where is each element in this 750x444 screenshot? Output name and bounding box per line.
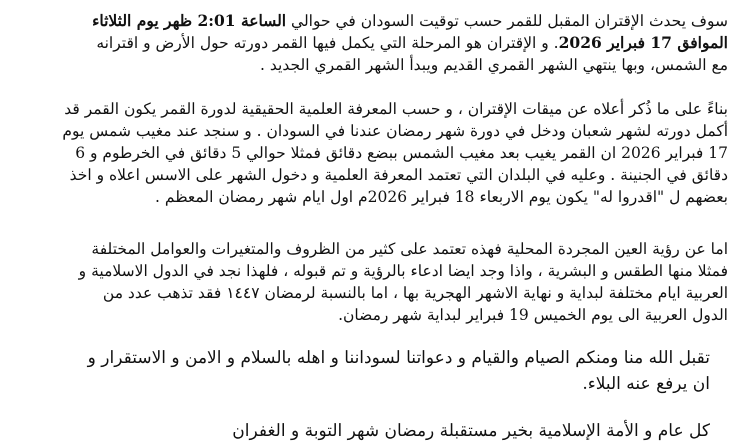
paragraph-line: بناءً على ما ذُكر أعلاه عن ميقات الإقتران ، و حسب المعرفة العلمية الحقيقية لدورة القمر يكون القمر قد <box>64 100 728 118</box>
paragraph-line: تقبل الله منا ومنكم الصيام والقيام و دعواتنا لسوداننا و اهله بالسلام و الامن و الاستقرار و <box>87 348 710 368</box>
paragraph-line: ان يرفع عنه البلاء. <box>582 374 710 394</box>
paragraph-line <box>28 10 728 32</box>
paragraph-scientific-basis <box>28 98 728 208</box>
paragraph-line: العربية ايام مختلفة لبداية و نهاية الاشهر الهجرية بها ، اما بالنسبة لرمضان ١٤٤٧ فقد تذهب عدد من <box>102 284 728 302</box>
paragraph-greeting <box>10 418 710 444</box>
bold-date-text: الموافق 17 فبراير 2026 <box>558 33 728 52</box>
paragraph-line: الدول العربية الى يوم الخميس 19 فبراير لبداية شهر رمضان. <box>338 306 728 324</box>
paragraph-prayer <box>10 345 710 397</box>
paragraph-line <box>28 32 728 54</box>
paragraph-line: 17 فبراير 2026 ان القمر يغيب بعد مغيب الشمس ببضع دقائق فمثلا حوالي 5 دقائق في الخرطوم و 6 <box>75 144 728 162</box>
paragraph-naked-eye-sighting <box>28 238 728 326</box>
paragraph-line: دقائق في الجنينة . وعليه في البلدان التي تعتمد المعرفة العلمية و دخول الشهر على الاسس اعلاه و اخذ <box>69 166 728 184</box>
bold-time-text: الساعة 2:01 ظهر يوم الثلاثاء <box>92 11 287 30</box>
paragraph-line: مع الشمس، وبها ينتهي الشهر القمري القديم ويبدأ الشهر القمري الجديد . <box>260 56 728 74</box>
text-run: سوف يحدث الإقتران المقبل للقمر حسب توقيت السودان في حوالي <box>286 12 728 30</box>
paragraph-conjunction-time <box>28 10 728 76</box>
text-run: . و الإقتران هو المرحلة التي يكمل فيها القمر دورته حول الأرض و اقترانه <box>96 34 559 52</box>
paragraph-line: اما عن رؤية العين المجردة المحلية فهذه تعتمد على كثير من الظروف والمتغيرات والعوامل المختلفة <box>91 240 728 258</box>
paragraph-line: كل عام و الأمة الإسلامية بخير مستقبلة رمضان شهر التوبة و الغفران <box>232 421 710 441</box>
paragraph-line: فمثلا منها الطقس و البشرية ، واذا وجد ايضا ادعاء بالرؤية و تم قبوله ، فلهذا نجد في الدول الاسلامية و <box>78 262 728 280</box>
paragraph-line: بعضهم ل "اقدروا له" يكون يوم الاربعاء 18 فبراير 2026م اول ايام شهر رمضان المعظم . <box>155 188 728 206</box>
paragraph-line: أكمل دورته لشهر شعبان ودخل في دورة شهر رمضان عندنا في السودان . و سنجد عند مغيب شمس يوم <box>62 122 728 140</box>
